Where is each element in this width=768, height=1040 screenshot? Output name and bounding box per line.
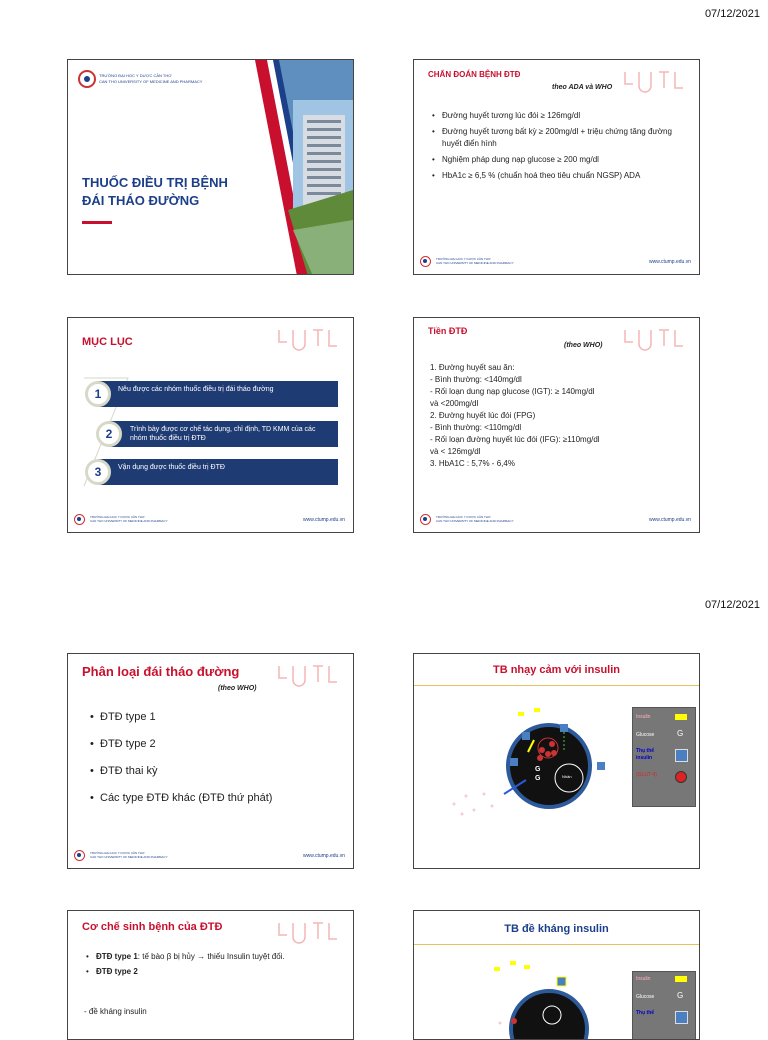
diagram-legend	[632, 971, 696, 1040]
toc-item: Nêu được các nhóm thuốc điều trị đái tháo đường	[98, 381, 338, 407]
slide-title-text: THUỐC ĐIỀU TRỊ BỆNH ĐÁI THÁO ĐƯỜNG	[82, 175, 228, 208]
page-date: 07/12/2021	[704, 599, 760, 611]
list-item: • ĐTĐ thai kỳ	[100, 764, 350, 778]
insulin-swatch	[675, 976, 687, 982]
toc-item: Trình bày được cơ chế tác dụng, chỉ định, TD KMM của các nhóm thuốc điều trị ĐTĐ	[110, 421, 338, 447]
slide-heading: MỤC LỤC	[82, 336, 133, 348]
footer-url: www.ctump.edu.vn	[649, 259, 691, 265]
university-name: TRƯỜNG ĐẠI HỌC Y DƯỢC CẦN THƠ CAN THO UNIVERSITY OF MEDICINE AND PHARMACY	[436, 257, 514, 265]
list-item: • HbA1c ≥ 6,5 % (chuẩn hoá theo tiêu chuẩn NGSP) ADA	[442, 170, 692, 182]
university-logo	[420, 256, 431, 267]
slide-heading: Phân loại đái tháo đường	[82, 664, 240, 679]
list-item: • Nghiệm pháp dung nạp glucose ≥ 200 mg/dl	[442, 154, 692, 166]
page-date: 07/12/2021	[704, 8, 760, 20]
diagram-legend	[632, 707, 696, 807]
legend-insulin: Insulin	[636, 714, 651, 720]
university-name: TRƯỜNG ĐẠI HỌC Y DƯỢC CẦN THƠ CAN THO UNIVERSITY OF MEDICINE AND PHARMACY	[99, 73, 203, 84]
university-name: TRƯỜNG ĐẠI HỌC Y DƯỢC CẦN THƠ CAN THO UNIVERSITY OF MEDICINE AND PHARMACY	[90, 515, 168, 523]
slide-footer	[74, 514, 345, 526]
list-item: • Đường huyết tương bất kỳ ≥ 200mg/dl + triệu chứng tăng đường huyết điển hình	[442, 126, 692, 150]
slide-insulin-resistant-cell	[413, 910, 700, 1040]
legend-glucose: Glucose	[636, 732, 655, 738]
slide-footer	[420, 514, 691, 526]
sub-item: - đề kháng insulin	[84, 1007, 147, 1016]
watermark-logo-icon	[271, 917, 341, 947]
list-item: • ĐTĐ type 1	[100, 710, 350, 724]
slide-heading: CHẨN ĐOÁN BỆNH ĐTĐ	[428, 70, 521, 79]
slide-subheading: theo ADA và WHO	[552, 84, 613, 91]
criteria-text: 1. Đường huyết sau ăn: - Bình thường: <140mg/dl - Rối loạn dung nạp glucose (IGT): ≥ 140mg/dl và <200mg/dl 2. Đường huyết lúc đói (FPG) - Bình thường: <110mg/dl - Rối loạn đường huyết lúc đói (IFG): ≥110mg/dl và < 126mg/dl 3. HbA1C : 5,7% - 6,4%	[430, 363, 600, 468]
slide-subheading: (theo WHO)	[218, 685, 257, 692]
criteria-list	[430, 110, 692, 182]
legend-glucose: Glucose	[636, 994, 655, 1000]
university-name: TRƯỜNG ĐẠI HỌC Y DƯỢC CẦN THƠ CAN THO UNIVERSITY OF MEDICINE AND PHARMACY	[436, 515, 514, 523]
glut4-swatch	[675, 771, 687, 783]
list-item: • Đường huyết tương lúc đói ≥ 126mg/dl	[442, 110, 692, 122]
university-logo	[74, 850, 85, 861]
watermark-logo-icon	[617, 66, 687, 96]
glucose-symbol: G	[677, 991, 684, 1000]
slide-footer	[420, 256, 691, 268]
footer-url: www.ctump.edu.vn	[303, 517, 345, 523]
title-underline	[82, 221, 112, 224]
slide-subheading: (theo WHO)	[564, 342, 603, 349]
university-logo	[78, 70, 96, 88]
slide-classification	[67, 653, 354, 869]
list-item: • Các type ĐTĐ khác (ĐTĐ thứ phát)	[100, 791, 350, 805]
slide-toc	[67, 317, 354, 533]
slide-insulin-sensitive-cell	[413, 653, 700, 869]
receptor-swatch	[675, 1011, 688, 1024]
receptor-swatch	[675, 749, 688, 762]
slide-footer	[74, 850, 345, 862]
pathogenesis-list	[84, 951, 354, 978]
slide-heading: TB nhạy cảm với insulin	[492, 664, 620, 676]
list-item: • ĐTĐ type 1: tế bào β bị hủy → thiếu Insulin tuyệt đối.	[96, 951, 354, 963]
glucose-label: G	[535, 775, 541, 782]
university-logo	[74, 514, 85, 525]
watermark-logo-icon	[617, 324, 687, 354]
slide-heading: Tiền ĐTĐ	[428, 326, 468, 336]
toc-number: 3	[85, 459, 111, 485]
legend-insulin: Insulin	[636, 976, 651, 982]
slide-pathogenesis	[67, 910, 354, 1040]
type-list	[88, 710, 350, 805]
university-name: TRƯỜNG ĐẠI HỌC Y DƯỢC CẦN THƠ CAN THO UNIVERSITY OF MEDICINE AND PHARMACY	[90, 851, 168, 859]
slide-prediabetes	[413, 317, 700, 533]
slide-heading: Cơ chế sinh bệnh của ĐTĐ	[82, 921, 223, 933]
toc-number: 1	[85, 381, 111, 407]
slide-diagnosis	[413, 59, 700, 275]
legend-receptor: Thụ thể insulin	[636, 748, 655, 761]
glucose-symbol: G	[677, 729, 684, 738]
slide-heading: TB đề kháng insulin	[504, 923, 609, 935]
list-item: • ĐTĐ type 2	[96, 966, 354, 978]
legend-receptor: Thụ thể	[636, 1010, 655, 1016]
list-item: • ĐTĐ type 2	[100, 737, 350, 751]
nucleus-label: Nhân	[562, 774, 572, 779]
university-logo	[420, 514, 431, 525]
toc-number: 2	[96, 421, 122, 447]
glucose-label: G	[535, 766, 541, 773]
watermark-logo-icon	[271, 660, 341, 690]
slide-title	[67, 59, 354, 275]
insulin-swatch	[675, 714, 687, 720]
building-photo	[233, 60, 353, 275]
footer-url: www.ctump.edu.vn	[303, 853, 345, 859]
footer-url: www.ctump.edu.vn	[649, 517, 691, 523]
legend-glut4: (GLUT 4)	[636, 772, 657, 778]
toc-item: Vận dụng được thuốc điều trị ĐTĐ	[98, 459, 338, 485]
